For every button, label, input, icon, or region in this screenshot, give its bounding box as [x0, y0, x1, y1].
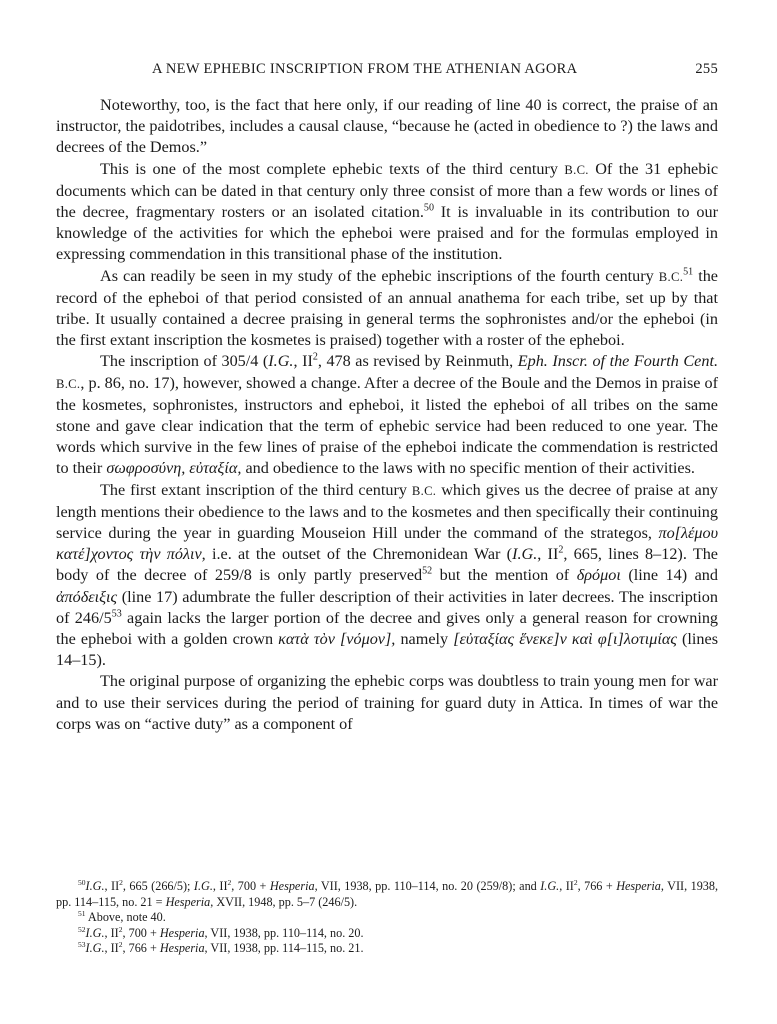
citation-italic: I.G.	[540, 879, 560, 893]
greek-phrase: πο[λέμου κατέ]χοντος τὴν πόλιν,	[56, 524, 718, 564]
footnote-number: 52	[78, 924, 86, 934]
text-run: , 478 as revised by Reinmuth,	[317, 352, 518, 371]
superscript: 2	[573, 877, 578, 887]
text-run: namely	[395, 630, 454, 649]
text-run: It is invaluable in its contribution to our knowledge of the activities for which the epheboi were praised and for the formulas employed in expressing commendation in this transitional phase of the institution.	[56, 203, 718, 264]
body-text	[56, 95, 718, 735]
citation-italic: I.G.	[512, 545, 538, 564]
era-abbrev: B.C.	[658, 269, 684, 284]
journal-title: Hesperia	[165, 894, 211, 909]
text-run: , II	[537, 545, 559, 564]
text-run: , 766 +	[122, 941, 160, 956]
superscript: 2	[118, 940, 123, 950]
text-run: Of the 31 ephebic documents which can be dated in that century only three consist of more than a few words or lines of the decree, fragmentary rosters or an isolated citation.	[56, 159, 718, 222]
text-run: This is one of the most complete ephebic texts of the third century	[100, 159, 565, 178]
text-run: , 766 +	[577, 879, 617, 893]
paragraph-6-text: The original purpose of organizing the ephebic corps was doubtless to train young men for war and to use their services during the period of training for guard duty in Attica. In times of war the corps was on “active duty” as a component of	[56, 672, 718, 733]
text-run: The first extant inscription of the third century	[100, 480, 412, 499]
greek-phrase: σωφροσύνη, εὐταξία,	[106, 459, 242, 478]
page-number: 255	[695, 61, 718, 77]
text-run: which gives us the decree of praise at any length mentions their obedience to the laws and to the kosmetes and then specifically their continuing service during the year in guarding Mouseion Hill under the command of the strategos,	[56, 480, 719, 543]
text-run: the record of the epheboi of that period consisted of an annual anathema for each tribe, set up by that tribe. It usually contained a decree praising in general terms the sophronistes and/or the epheboi (in the first extant inscription the kosmetes is praised) together with a roster of the epheboi.	[56, 266, 718, 350]
paragraph-3	[56, 266, 718, 352]
superscript: 2	[312, 352, 318, 364]
text-run: The inscription of 305/4 (	[100, 352, 269, 371]
paragraph-2	[56, 159, 718, 266]
text-run: , VII, 1938, pp. 114–115, no. 21.	[204, 941, 364, 956]
footnote-number: 53	[78, 940, 86, 950]
text-run: , VII, 1938, pp. 110–114, no. 20.	[204, 925, 364, 940]
superscript: 2	[558, 544, 564, 556]
text-run: (lines 14–15).	[56, 630, 718, 670]
note-ref-50: 50	[423, 202, 434, 214]
text-run: , VII, 1938, pp. 110–114, no. 20 (259/8); and	[314, 879, 541, 893]
superscript: 2	[119, 877, 123, 887]
text-run: , 665, lines 8–12). The body of the decree of 259/8 is only partly preserved	[56, 545, 718, 585]
journal-title: Hesperia	[159, 925, 205, 940]
citation-italic: I.G.	[85, 925, 105, 940]
text-run: again lacks the larger portion of the decree and gives only a general reason for crowning the epheboi with a golden crown	[56, 608, 719, 649]
footnote-52	[56, 926, 718, 942]
greek-phrase: ἀπόδειξις	[56, 587, 118, 606]
citation-italic: I.G.	[85, 879, 105, 893]
superscript: 2	[227, 877, 232, 887]
text-run: , II	[104, 879, 120, 893]
paragraph-1	[56, 95, 718, 159]
text-run: , II	[104, 941, 119, 956]
footnote-50	[56, 879, 718, 910]
text-run: , II	[559, 879, 574, 893]
footnote-53	[56, 941, 718, 957]
era-abbrev: B.C.	[411, 483, 437, 498]
footnote-number: 51	[78, 909, 86, 919]
text-run: Above, note 40.	[87, 910, 166, 925]
text-run: and obedience to the laws with no specific mention of their activities.	[241, 459, 695, 478]
era-abbrev: B.C.	[56, 376, 81, 391]
journal-title: Hesperia	[616, 879, 661, 893]
greek-phrase: δρόμοι	[576, 566, 621, 585]
footnote-51	[56, 910, 718, 926]
note-ref-51: 51	[683, 266, 694, 278]
text-run: As can readily be seen in my study of the ephebic inscriptions of the fourth century	[100, 266, 659, 285]
text-run: , 700 +	[231, 879, 270, 893]
journal-title: Hesperia	[159, 941, 205, 956]
text-run: , p. 86, no. 17), however, showed a change. After a decree of the Boule and the Demos in praise of the kosmetes, sophronistes, instructors and epheboi, it listed the epheboi of all tribes on the same stone and gave clear indication that the term of ephebic service had been reduced to one year. The words which survive in the few lines of praise of the epheboi indicate the commendation is restricted to their	[56, 373, 718, 478]
note-ref-53: 53	[111, 608, 122, 620]
era-abbrev: B.C.	[564, 162, 589, 177]
running-title: A NEW EPHEBIC INSCRIPTION FROM THE ATHENIAN AGORA	[152, 61, 578, 77]
citation-italic: I.G.	[193, 879, 213, 893]
text-run: , XVII, 1948, pp. 5–7 (246/5).	[210, 894, 358, 909]
footnotes	[56, 879, 718, 957]
greek-phrase: [εὐταξίας ἕνεκε]ν καὶ φ[ι]λοτιμίας	[453, 630, 677, 649]
greek-phrase: κατὰ τὸν [νόμον],	[278, 630, 396, 649]
text-run: (line 17) adumbrate the fuller description of their activities in later decrees. The inscription of 246/5	[56, 587, 718, 627]
text-run: (line 14) and	[620, 566, 718, 585]
running-head	[56, 61, 718, 83]
text-run: i.e. at the outset of the Chremonidean War (	[205, 545, 513, 564]
citation-italic: I.G.	[85, 941, 105, 956]
text-run: , 665 (266/5);	[122, 879, 194, 893]
citation-italic: I.G.	[268, 352, 294, 371]
paragraph-6	[56, 671, 718, 735]
journal-title: Hesperia	[269, 879, 315, 893]
text-run: , II	[293, 352, 313, 371]
text-run: but the mention of	[432, 566, 577, 585]
superscript: 2	[118, 924, 123, 934]
paragraph-4	[56, 351, 718, 479]
book-title: Eph. Inscr. of the Fourth Cent.	[517, 352, 719, 371]
text-run: , VII, 1938, pp. 114–115, no. 21 =	[56, 879, 719, 909]
text-run: , 700 +	[122, 925, 160, 940]
paragraph-5	[56, 480, 718, 672]
text-run: , II	[212, 879, 228, 893]
paragraph-1-text: Noteworthy, too, is the fact that here only, if our reading of line 40 is correct, the praise of an instructor, the paidotribes, includes a causal clause, “because he (acted in obedience to ?) the laws and decrees of the Demos.”	[56, 96, 718, 157]
note-ref-52: 52	[422, 566, 433, 578]
footnote-number: 50	[78, 877, 86, 887]
text-run: , II	[104, 925, 119, 940]
